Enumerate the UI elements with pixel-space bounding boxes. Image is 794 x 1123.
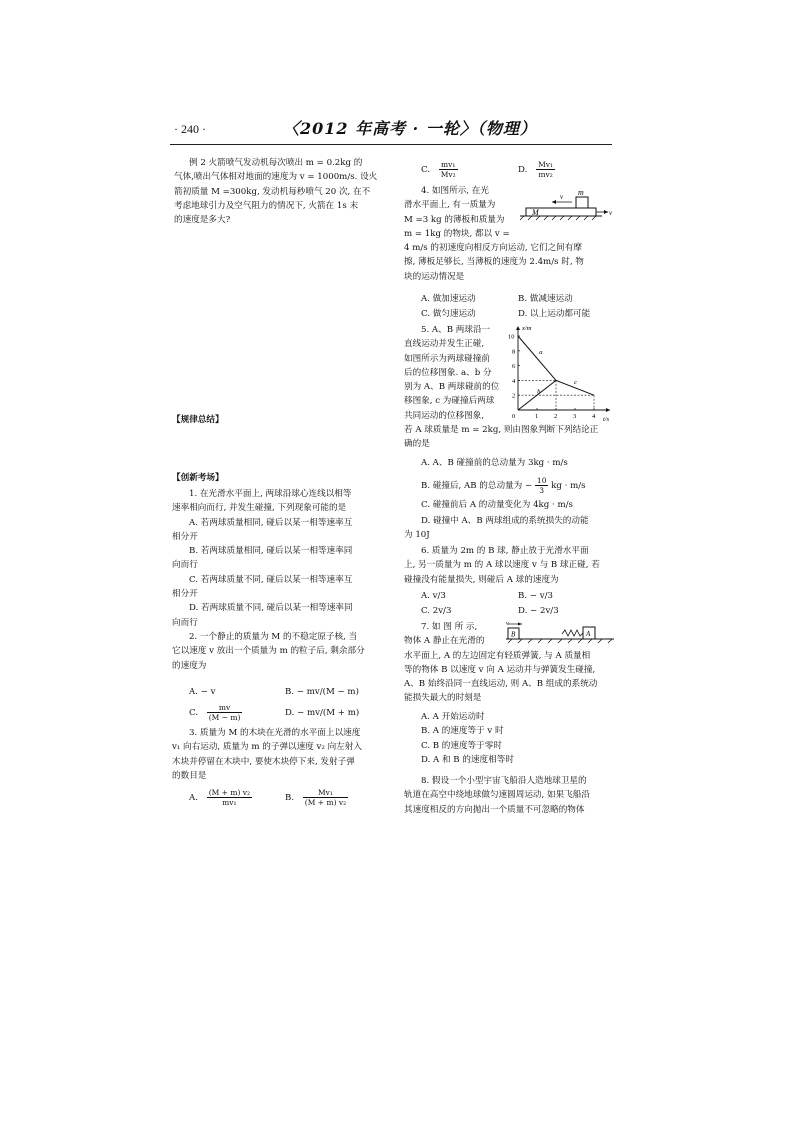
arrowhead — [604, 210, 608, 214]
fraction-denominator: (M − m) — [208, 713, 241, 722]
q7-option-a: A. A 开始运动时 — [421, 712, 485, 722]
q3-line: v₁ 向右运动, 质量为 m 的子弹以速度 v₂ 向左射入 — [172, 742, 362, 753]
example-line: 箭初质量 M =300kg, 发动机每秒喷气 20 次, 在不 — [174, 186, 371, 197]
q1-option: B. 若两球质量相同, 碰后以某一相等速率同 — [189, 546, 353, 557]
question-6 — [404, 544, 600, 587]
q6-line: 碰撞没有能量损失, 则碰后 A 球的速度为 — [404, 574, 559, 585]
q5-d-line: 为 10J — [404, 530, 430, 541]
ground-hatching — [508, 639, 612, 643]
q2-option-c — [189, 703, 242, 722]
q3-b-label: B. — [285, 793, 295, 803]
q5-line: 若 A 球质量是 m = 2kg, 则由图象判断下列结论正 — [404, 425, 599, 436]
y-tick-label: 10 — [508, 333, 515, 341]
fraction-denominator: mv₁ — [222, 798, 237, 807]
q1-line: 向而行 — [172, 617, 198, 628]
fraction-denominator: mv₂ — [538, 170, 553, 179]
q4-line: m = 1kg 的物块, 都以 v = — [404, 228, 510, 239]
q8-line: 其速度相反的方向抛出一个质量不可忽略的物体 — [404, 804, 585, 815]
q4-line: 滑水平面上, 有一质量为 — [404, 200, 496, 211]
q2-c-fraction — [207, 703, 243, 722]
q4-option-c: C. 做匀速运动 — [421, 309, 476, 319]
q5-b-unit: kg · m/s — [551, 481, 586, 491]
q5-line: 直线运动并发生正碰, — [404, 339, 485, 350]
q4-line: 4. 如图所示, 在光 — [421, 186, 489, 196]
q7-line: 水平面上, A 的左边固定有轻质弹簧, 与 A 质量相 — [404, 650, 591, 661]
series-label-b: b — [537, 388, 541, 396]
q1-line: 相分开 — [172, 589, 198, 600]
spring-collision-figure — [506, 620, 616, 644]
q2-line: 2. 一个静止的质量为 M 的不稳定原子核, 当 — [189, 632, 358, 642]
block-velocity-label: v — [560, 193, 564, 201]
practice-heading: 【创新考场】 — [172, 473, 224, 483]
q5-b-text: B. 碰撞后, AB 的总动量为 − — [421, 481, 533, 491]
series-label-c: c — [574, 379, 577, 387]
q4-option-b: B. 做减速运动 — [518, 294, 573, 304]
q6-option-c: C. 2v/3 — [421, 606, 452, 616]
block-m-label: m — [578, 188, 584, 197]
q3-d-label: D. — [518, 165, 528, 175]
y-axis-label: x/m — [522, 325, 532, 332]
q7-line: 7. 如 图 所 示, — [421, 622, 478, 632]
q5-option-c: C. 碰撞前后 A 的动量变化为 4kg · m/s — [421, 500, 573, 510]
q5-line: 后的位移图象. a、b 分 — [404, 367, 492, 378]
y-axis-arrow — [516, 326, 520, 330]
q1-line: 向而行 — [172, 560, 198, 571]
q6-option-b: B. − v/3 — [518, 591, 553, 601]
fraction-denominator: Mv₂ — [440, 170, 456, 179]
q7-option-d: D. A 和 B 的速度相等时 — [421, 754, 514, 765]
chart-guides — [518, 380, 594, 410]
y-tick-label: 2 — [512, 392, 516, 400]
q7-option-c: C. B 的速度等于零时 — [421, 740, 502, 751]
board-block-figure — [520, 186, 616, 228]
q6-option-d: D. − 2v/3 — [518, 606, 559, 616]
header-rule — [170, 144, 612, 145]
series-label-a: a — [539, 348, 543, 356]
q3-line: 木块并停留在木块中, 要使木块停下来, 发射子弹 — [172, 756, 355, 767]
q2-line: 它以速度 v 放出一个质量为 m 的粒子后, 剩余部分 — [172, 646, 365, 657]
block-m — [576, 197, 588, 208]
fraction-numerator: mv₁ — [439, 160, 458, 170]
board-velocity-label: v — [609, 209, 613, 217]
spring — [562, 630, 583, 636]
q1-line: 速率相向而行, 并发生碰撞, 下列现象可能的是 — [172, 503, 347, 514]
y-tick-label: 4 — [512, 377, 516, 385]
q3-option-a — [189, 788, 252, 807]
q2-option-a: A. − v — [189, 687, 216, 697]
q3-line: 的数目是 — [172, 770, 207, 781]
q5-line: 共同运动的位移图象, — [404, 410, 485, 421]
q1-option: A. 若两球质量相同, 碰后以某一相等速率互 — [189, 517, 353, 528]
q4-line: 4 m/s 的初速度向相反方向运动, 它们之间有摩 — [404, 243, 582, 254]
q2-option-b: B. − mv/(M − m) — [285, 687, 359, 697]
x-tick-label: 3 — [573, 413, 577, 420]
q8-line: 8. 假设一个小型宇宙飞船沿人造地球卫星的 — [421, 776, 587, 786]
x-axis-label: t/s — [603, 416, 610, 422]
arrowhead — [552, 200, 556, 204]
q2-option-d: D. − mv/(M + m) — [285, 708, 360, 718]
q2-c-label: C. — [189, 708, 199, 718]
velocity-label: v — [506, 621, 509, 627]
block-B-label: B — [511, 630, 516, 639]
q5-option-d — [404, 514, 589, 543]
fraction-denominator: 3 — [539, 486, 545, 495]
q5-line: 别为 A、B 两球碰前的位 — [404, 382, 500, 393]
q1-line: 1. 在光滑水平面上, 两球沿球心连线以相等 — [189, 489, 352, 499]
fraction-numerator: mv — [207, 703, 243, 713]
q3-option-b — [285, 788, 348, 807]
block-A-label: A — [586, 630, 591, 638]
q8-line: 轨道在高空中绕地球做匀速圆周运动, 如果飞船沿 — [404, 790, 590, 801]
q3-c-fraction — [439, 160, 458, 179]
x-tick-label: 2 — [554, 413, 558, 420]
series-line-a — [518, 336, 556, 380]
q5-d-line: D. 碰撞中 A、B 两球组成的系统损失的动能 — [421, 516, 589, 526]
q5-line: 5. A、B 两球沿一 — [421, 325, 491, 335]
arrowhead — [518, 623, 522, 626]
q7-line: 等的物体 B 以速度 v 向 A 运动并与弹簧发生碰撞, — [404, 664, 596, 675]
q6-line: 上, 另一质量为 m 的 A 球以速度 v 与 B 球正碰, 若 — [404, 560, 600, 571]
q5-option-b — [421, 476, 586, 495]
q1-option: D. 若两球质量不同, 碰后以某一相等速率同 — [189, 603, 353, 614]
q1-line: 相分开 — [172, 531, 198, 542]
fraction-numerator: Mv₁ — [538, 160, 553, 169]
q3-option-d — [518, 160, 555, 179]
y-tick-label: 8 — [512, 348, 516, 356]
q6-option-a: A. v/3 — [421, 591, 446, 601]
q4-option-d: D. 以上运动都可能 — [518, 309, 591, 319]
q4-line: M =3 kg 的薄板和质量为 — [404, 214, 505, 225]
example-2 — [174, 156, 378, 227]
q3-line: 3. 质量为 M 的木块在光滑的水平面上以速度 — [189, 728, 361, 738]
running-header-title: 〈2012 年高考 · 一轮〉（物理） — [283, 119, 537, 138]
origin-label: 0 — [512, 413, 516, 420]
question-1 — [172, 487, 390, 630]
question-3 — [172, 726, 362, 783]
q2-line: 的速度为 — [172, 660, 207, 671]
x-tick-label: 4 — [592, 413, 596, 420]
q7-line: 能损失最大的时刻是 — [404, 693, 482, 704]
y-tick-label: 6 — [512, 363, 516, 371]
q3-c-label: C. — [421, 165, 431, 175]
q7-options — [421, 710, 514, 767]
summary-heading: 【规律总结】 — [172, 415, 224, 425]
q3-a-label: A. — [189, 793, 198, 803]
q4-line: 擦, 薄板足够长, 当薄板的速度为 2.4m/s 时, 物 — [404, 257, 584, 268]
q3-option-c — [421, 160, 458, 179]
fraction-denominator: (M + m) v₂ — [304, 798, 347, 807]
q3-d-fraction — [536, 160, 555, 179]
page-number: · 240 · — [174, 122, 206, 136]
q4-option-a: A. 做加速运动 — [421, 294, 476, 304]
question-2 — [172, 630, 365, 673]
fraction-numerator: 10 — [536, 476, 547, 485]
q1-option: C. 若两球质量不同, 碰后以某一相等速率互 — [189, 574, 353, 585]
q5-line: 确的是 — [404, 439, 430, 450]
q7-option-b: B. A 的速度等于 v 时 — [421, 726, 504, 737]
position-time-chart — [506, 322, 616, 422]
example-line: 例 2 火箭喷气发动机每次喷出 m = 0.2kg 的 — [189, 158, 363, 168]
q5-b-fraction — [535, 476, 549, 495]
board-M-label: M — [532, 208, 539, 217]
example-line: 气体,喷出气体相对地面的速度为 v = 1000m/s. 设火 — [174, 172, 378, 183]
x-axis-arrow — [606, 408, 610, 412]
fraction-numerator: (M + m) v₂ — [208, 788, 251, 797]
x-tick-label: 1 — [535, 413, 539, 420]
example-line: 的速度是多大? — [174, 215, 231, 226]
q7-line: A、B 始终沿同一直线运动, 则 A、B 组成的系统动 — [404, 679, 598, 690]
question-8 — [404, 774, 590, 817]
q5-option-a: A. A、B 碰撞前的总动量为 3kg · m/s — [421, 458, 568, 468]
q5-line: 移图象, c 为碰撞后两球 — [404, 396, 495, 407]
q3-b-fraction — [303, 788, 348, 807]
fraction-numerator: Mv₁ — [303, 788, 348, 798]
q4-line: 块的运动情况是 — [404, 271, 465, 282]
q3-a-fraction — [207, 788, 252, 807]
q5-line: 如图所示为两球碰撞前 — [404, 353, 490, 364]
q7-line: 物体 A 静止在光滑的 — [404, 636, 485, 647]
example-line: 考虑地球引力及空气阻力的情况下, 火箭在 1s 末 — [174, 200, 359, 211]
q6-line: 6. 质量为 2m 的 B 球, 静止放于光滑水平面 — [421, 546, 589, 556]
